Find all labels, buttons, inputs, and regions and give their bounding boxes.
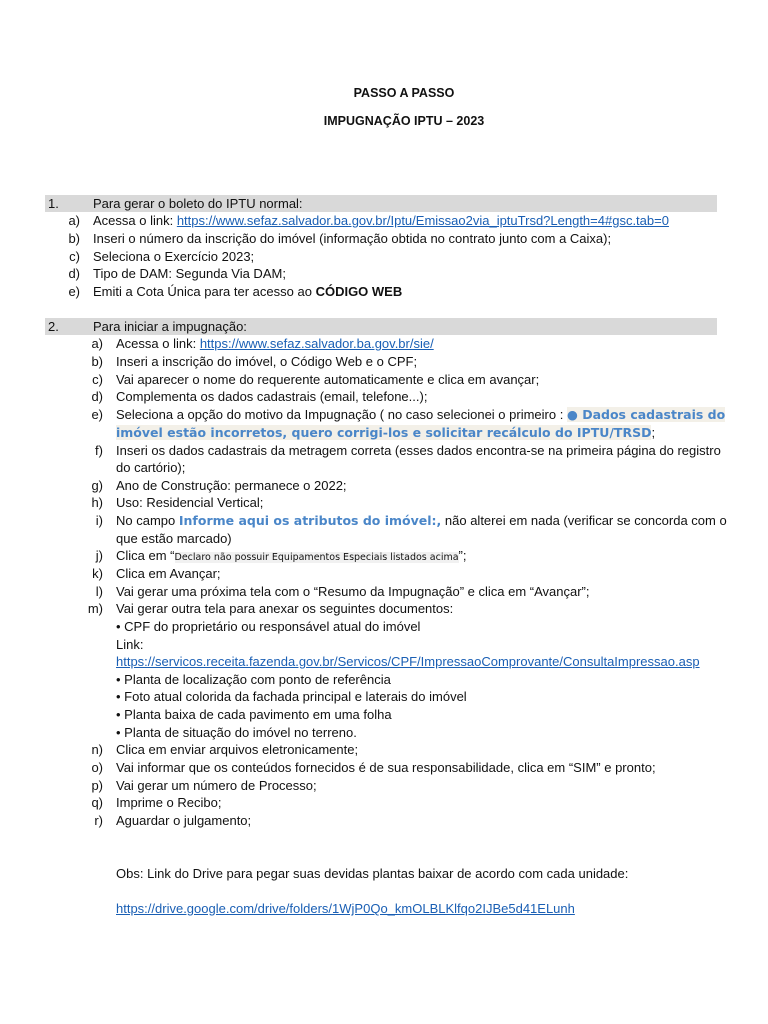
item-text: Vai gerar uma próxima tela com o “Resumo da Impugnação” e clica em “Avançar”; — [116, 584, 590, 599]
bullet-text: • CPF do proprietário ou responsável atual do imóvel — [116, 619, 421, 634]
item-text: Vai aparecer o nome do requerente automaticamente e clica em avançar; — [116, 372, 540, 387]
highlighted-option: imóvel estão incorretos, quero corrigi-los e solicitar recálculo do IPTU/TRSD — [116, 425, 652, 440]
item-text: Ano de Construção: permanece o 2022; — [116, 478, 347, 493]
item-text: que estão marcado) — [116, 531, 232, 546]
item-text: Tipo de DAM: Segunda Via DAM; — [93, 266, 286, 281]
item-label: k) — [92, 566, 103, 581]
item-label: f) — [95, 443, 103, 458]
item-text: Clica em Avançar; — [116, 566, 221, 581]
item-label: g) — [91, 478, 103, 493]
item-text: Vai gerar um número de Processo; — [116, 778, 317, 793]
item-label: c) — [69, 249, 80, 264]
section-heading: Para gerar o boleto do IPTU normal: — [93, 196, 303, 211]
item-label: a) — [68, 213, 80, 228]
bullet-text: • Planta de situação do imóvel no terreno. — [116, 725, 357, 740]
item-text: Inseri o número da inscrição do imóvel (informação obtida no contrato junto com a Caixa); — [93, 231, 612, 246]
item-text: Imprime o Recibo; — [116, 795, 222, 810]
item-text: Aguardar o julgamento; — [116, 813, 252, 828]
item-label: q) — [91, 795, 103, 810]
item-text: Clica em “ — [116, 548, 175, 563]
item-label: b) — [91, 354, 103, 369]
item-label: d) — [91, 389, 103, 404]
iptu-emissao-link[interactable]: https://www.sefaz.salvador.ba.gov.br/Iptu/Emissao2via_iptuTrsd?Length=4#gsc.tab=0 — [176, 213, 669, 228]
link-label: Link: — [116, 637, 144, 652]
item-text: Emiti a Cota Única para ter acesso ao — [93, 284, 316, 299]
item-label: e) — [68, 284, 80, 299]
item-text: Uso: Residencial Vertical; — [116, 495, 264, 510]
highlighted-option: ● Dados cadastrais do — [566, 407, 726, 422]
bullet-text: • Planta baixa de cada pavimento em uma folha — [116, 707, 392, 722]
item-label: e) — [91, 407, 103, 422]
section-1-header — [45, 195, 717, 212]
item-label: o) — [91, 760, 103, 775]
item-text: Acessa o link: — [93, 213, 177, 228]
item-text: ”; — [458, 548, 467, 563]
item-text: Seleciona o Exercício 2023; — [93, 249, 255, 264]
section-2-header — [45, 318, 717, 335]
codigo-web-bold: CÓDIGO WEB — [315, 284, 403, 299]
cpf-comprovante-link[interactable]: https://servicos.receita.fazenda.gov.br/Servicos/CPF/ImpressaoComprovante/ConsultaImpressao.asp — [116, 654, 700, 669]
quoted-option: Declaro não possuir Equipamentos Especiais listados acima — [174, 552, 459, 563]
item-label: a) — [91, 336, 103, 351]
bullet-text: • Foto atual colorida da fachada principal e laterais do imóvel — [116, 689, 467, 704]
section-number: 1. — [48, 196, 59, 211]
item-label: i) — [95, 513, 103, 528]
item-label: r) — [94, 813, 103, 828]
item-text: Inseri os dados cadastrais da metragem correta (esses dados encontra-se na primeira página do registro — [116, 443, 721, 458]
item-label: l) — [95, 584, 103, 599]
item-label: p) — [91, 778, 103, 793]
item-label: m) — [87, 601, 103, 616]
section-heading: Para iniciar a impugnação: — [93, 319, 247, 334]
item-text: No campo — [116, 513, 179, 528]
bullet-text: • Planta de localização com ponto de referência — [116, 672, 391, 687]
item-text: Seleciona a opção do motivo da Impugnação ( no caso selecionei o primeiro : — [116, 407, 567, 422]
document-title: PASSO A PASSO — [353, 86, 455, 100]
section-number: 2. — [48, 319, 59, 334]
item-label: d) — [68, 266, 80, 281]
item-text: Vai informar que os conteúdos fornecidos é de sua responsabilidade, clica em “SIM” e pronto; — [116, 760, 656, 775]
item-label: j) — [95, 548, 103, 563]
highlighted-field: Informe aqui os atributos do imóvel:, — [178, 513, 442, 528]
item-label: b) — [68, 231, 80, 246]
item-text: do cartório); — [116, 460, 186, 475]
item-text: Clica em enviar arquivos eletronicamente; — [116, 742, 359, 757]
document-subtitle: IMPUGNAÇÃO IPTU – 2023 — [323, 114, 485, 128]
obs-text: Obs: Link do Drive para pegar suas devidas plantas baixar de acordo com cada unidade: — [116, 866, 629, 881]
item-text: não alterei em nada (verificar se concorda com o — [441, 513, 727, 528]
sie-link[interactable]: https://www.sefaz.salvador.ba.gov.br/sie/ — [199, 336, 434, 351]
item-text: Vai gerar outra tela para anexar os seguintes documentos: — [116, 601, 454, 616]
drive-folder-link[interactable]: https://drive.google.com/drive/folders/1WjP0Qo_kmOLBLKlfqo2IJBe5d41ELunh — [116, 901, 575, 916]
item-text: Inseri a inscrição do imóvel, o Código Web e o CPF; — [116, 354, 418, 369]
item-text: Acessa o link: — [116, 336, 200, 351]
item-label: h) — [91, 495, 103, 510]
item-text: ; — [651, 425, 656, 440]
item-label: n) — [91, 742, 103, 757]
item-label: c) — [92, 372, 103, 387]
item-text: Complementa os dados cadastrais (email, telefone...); — [116, 389, 428, 404]
